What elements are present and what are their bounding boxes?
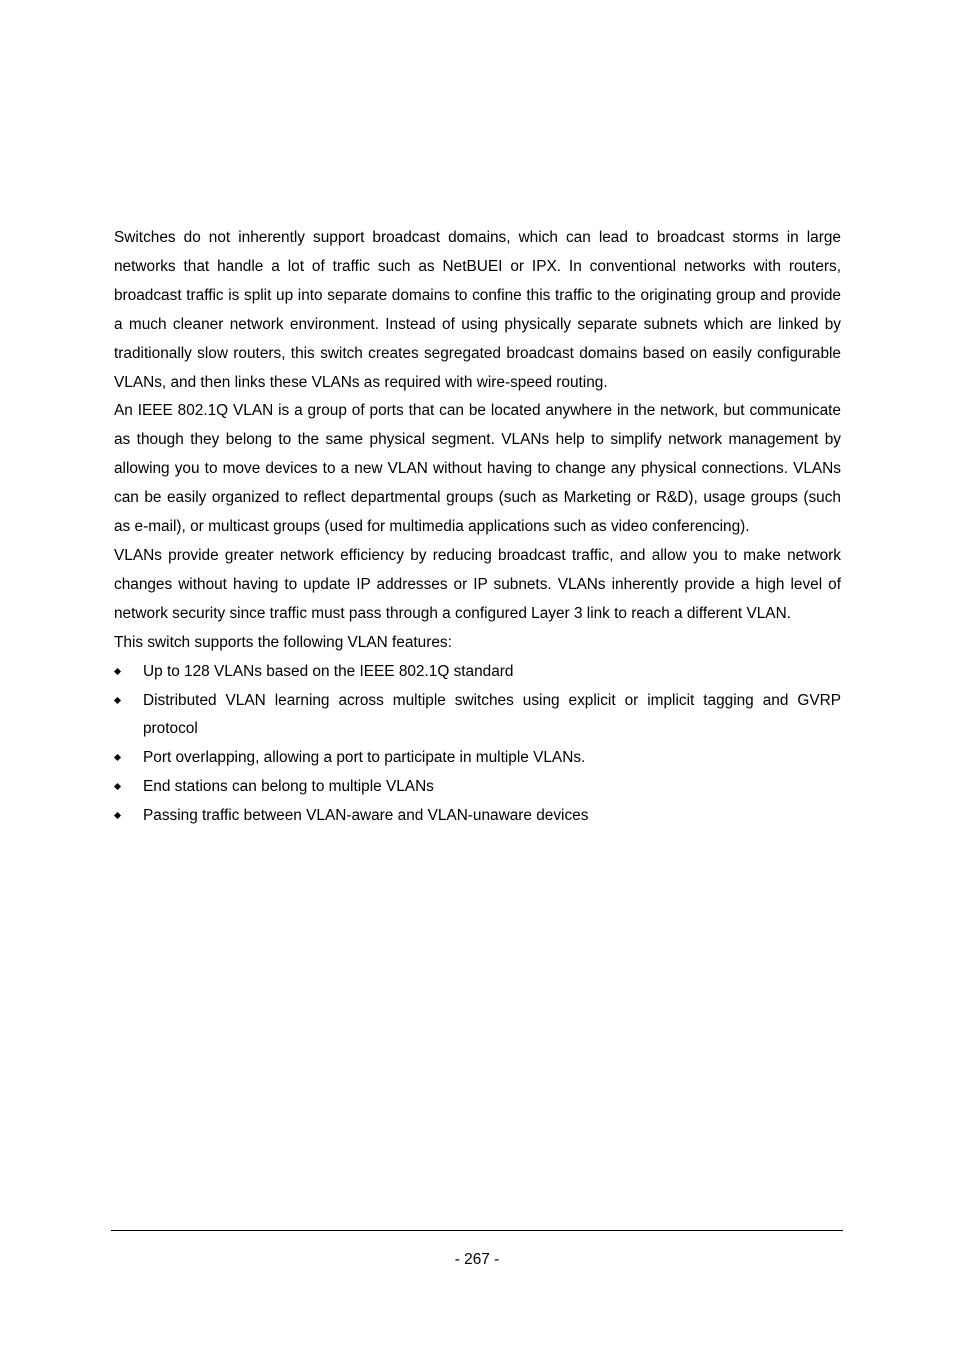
list-item-text: Port overlapping, allowing a port to participate in multiple VLANs. — [143, 749, 586, 767]
list-item-text: Up to 128 VLANs based on the IEEE 802.1Q standard — [143, 662, 514, 680]
paragraph-broadcast-domains: Switches do not inherently support broadcast domains, which can lead to broadcast storms in large networks that handle a lot of traffic such as NetBUEI or IPX. In conventional networks with routers, broadcast traffic is split up into separate domains to confine this traffic to the originating group and provide a much cleaner network environment. Instead of using physically separate subnets which are linked by traditionally slow routers, this switch creates segregated broadcast domains based on easily configurable VLANs, and then links these VLANs as required with wire-speed routing. — [114, 229, 841, 391]
diamond-bullet-icon — [114, 754, 121, 761]
list-item — [114, 744, 841, 773]
diamond-bullet-icon — [114, 668, 121, 675]
footer-divider — [111, 1230, 843, 1231]
list-item — [114, 773, 841, 802]
list-item-text: End stations can belong to multiple VLANs — [143, 778, 434, 796]
features-intro: This switch supports the following VLAN features: — [114, 633, 452, 651]
list-item — [114, 687, 841, 745]
list-item-text: Passing traffic between VLAN-aware and VLAN-unaware devices — [143, 807, 589, 825]
feature-list — [114, 658, 841, 831]
list-item — [114, 658, 841, 687]
paragraph-ieee-8021q-vlan: An IEEE 802.1Q VLAN is a group of ports that can be located anywhere in the network, but communicate as though they belong to the same physical segment. VLANs help to simplify network management by allowing you to move devices to a new VLAN without having to change any physical connections. VLANs can be easily organized to reflect departmental groups (such as Marketing or R&D), usage groups (such as e-mail), or multicast groups (used for multimedia applications such as video conferencing). — [114, 402, 841, 536]
list-item-text: Distributed VLAN learning across multiple switches using explicit or implicit tagging and GVRP protocol — [143, 691, 841, 738]
diamond-bullet-icon — [114, 812, 121, 819]
list-item — [114, 802, 841, 831]
paragraph-vlan-efficiency: VLANs provide greater network efficiency by reducing broadcast traffic, and allow you to make network changes without having to update IP addresses or IP subnets. VLANs inherently provide a high level of network security since traffic must pass through a configured Layer 3 link to reach a different VLAN. — [114, 546, 841, 622]
diamond-bullet-icon — [114, 783, 121, 790]
diamond-bullet-icon — [114, 696, 121, 703]
page-body — [114, 224, 841, 831]
page-number: - 267 - — [454, 1251, 500, 1268]
